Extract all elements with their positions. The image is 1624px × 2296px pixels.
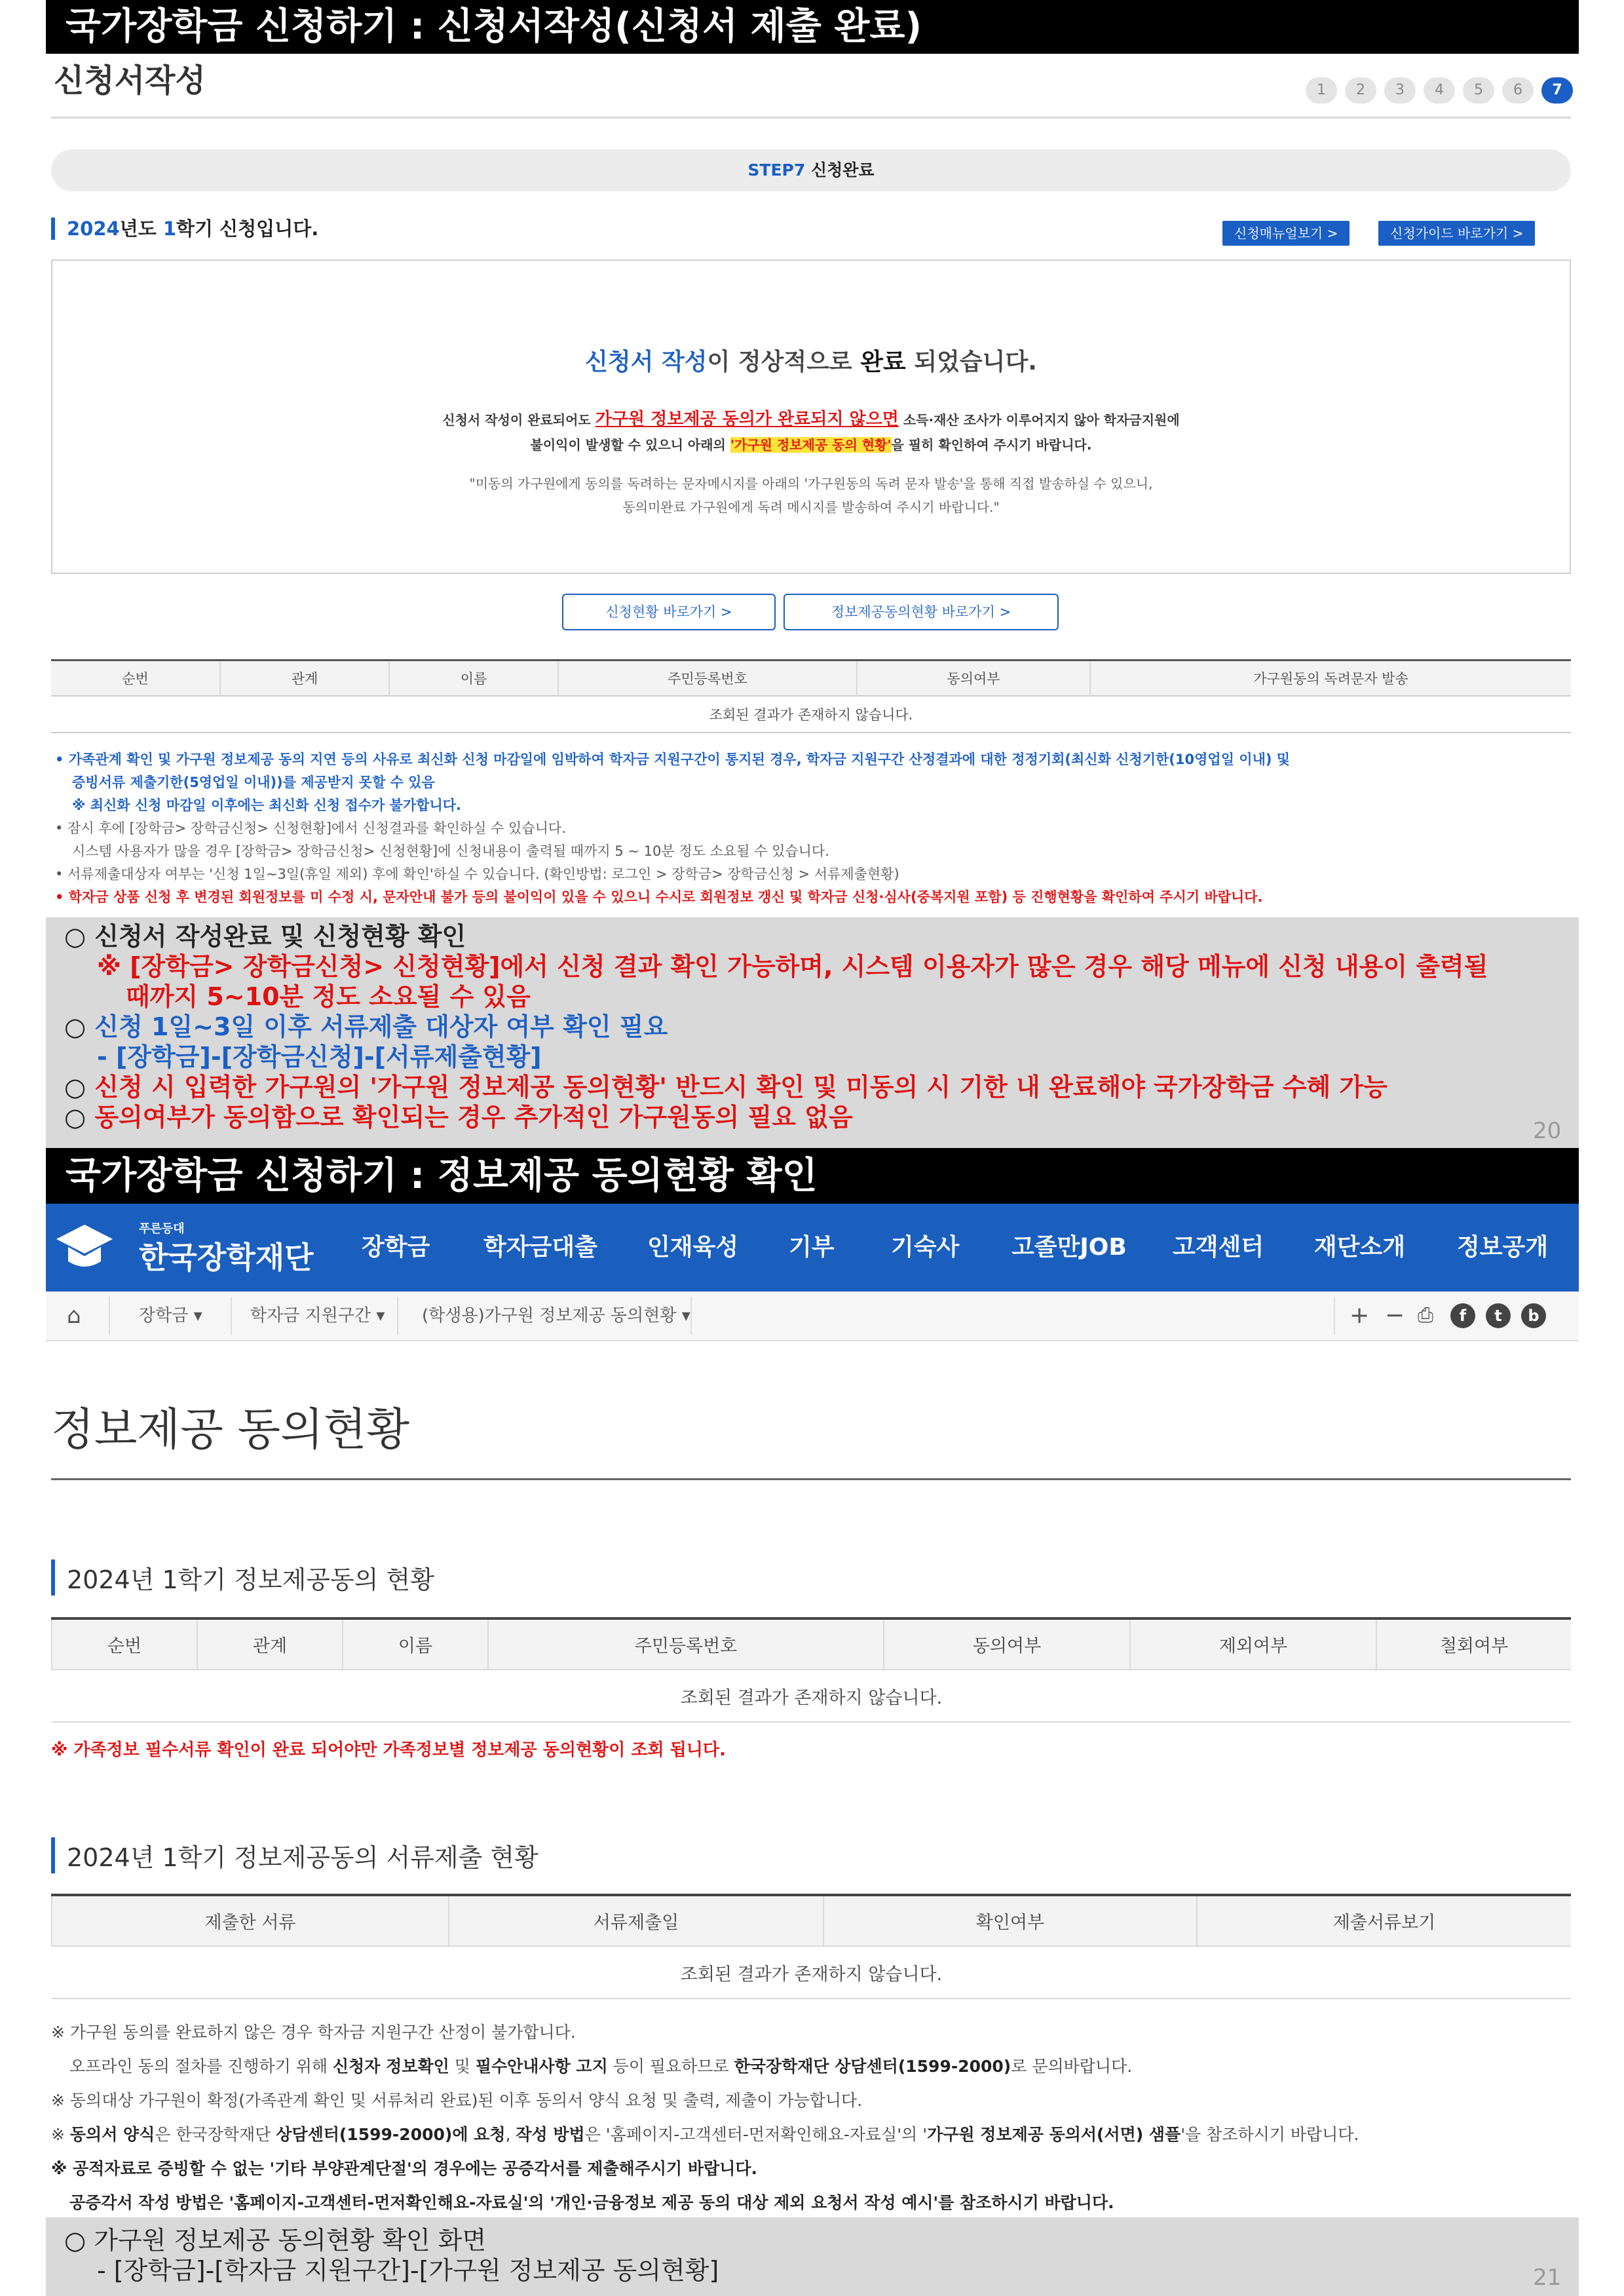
col-header: 제출서류보기 xyxy=(1197,1895,1571,1946)
logo-tagline: 푸른등대 xyxy=(139,1222,185,1236)
nav-loan[interactable]: 학자금대출 xyxy=(483,1234,597,1261)
consent-section-title: 2024년 1학기 정보제공동의 현황 xyxy=(51,1559,434,1596)
empty-row: 조회된 결과가 존재하지 않습니다. xyxy=(52,1946,1571,1999)
nav-job[interactable]: 고졸만JOB xyxy=(1011,1234,1127,1261)
nav-scholarship[interactable]: 장학금 xyxy=(362,1234,430,1261)
step-3: 3 xyxy=(1384,77,1416,104)
col-header: 철회여부 xyxy=(1376,1618,1571,1670)
col-header: 확인여부 xyxy=(823,1895,1197,1946)
col-header: 동의여부 xyxy=(884,1618,1130,1670)
nav-dormitory[interactable]: 기숙사 xyxy=(891,1234,960,1261)
completion-box xyxy=(51,259,1571,574)
crumb-consent-status[interactable]: (학생용)가구원 정보제공 동의현황 ▾ xyxy=(422,1306,690,1326)
col-header: 주민등록번호 xyxy=(558,660,857,696)
nav-about[interactable]: 재단소개 xyxy=(1314,1234,1406,1261)
print-icon[interactable]: ⎙ xyxy=(1418,1304,1433,1327)
step-7-active: 7 xyxy=(1541,77,1573,104)
crumb-support-tier[interactable]: 학자금 지원구간 ▾ xyxy=(250,1306,385,1326)
empty-row: 조회된 결과가 존재하지 않습니다. xyxy=(52,1670,1571,1722)
nav-talent[interactable]: 인재육성 xyxy=(647,1234,739,1261)
crumb-scholarship[interactable]: 장학금 ▾ xyxy=(139,1306,202,1326)
zoom-out-icon[interactable]: − xyxy=(1385,1302,1405,1329)
reminder-notice: "미동의 가구원에게 동의를 독려하는 문자메시지를 아래의 '가구원동의 독려 문자 발송'을 통해 직접 발송하실 수 있으니, 동의미완료 가구원에게 독려 메시지를 발송하여 주시기 바랍니다." xyxy=(469,476,1153,515)
col-header: 주민등록번호 xyxy=(488,1618,884,1670)
facebook-icon[interactable]: f xyxy=(1450,1303,1475,1328)
step-indicator xyxy=(1306,77,1573,104)
manual-button[interactable]: 신청매뉴얼보기 > xyxy=(1222,221,1350,246)
documents-section-title: 2024년 1학기 정보제공동의 서류제출 현황 xyxy=(51,1837,538,1873)
step-text: 신청완료 xyxy=(810,161,875,180)
consent-link-button[interactable]: 정보제공동의현황 바로가기 > xyxy=(784,594,1059,630)
logo-icon[interactable] xyxy=(55,1222,107,1271)
divider xyxy=(51,117,1571,119)
step-number: STEP7 xyxy=(747,161,806,180)
nav-disclosure[interactable]: 정보공개 xyxy=(1457,1234,1549,1261)
completion-headline: 신청서 작성이 정상적으로 완료 되었습니다. xyxy=(585,349,1037,375)
consent-table xyxy=(51,1617,1571,1723)
col-header: 순번 xyxy=(51,660,220,696)
col-header: 관계 xyxy=(220,660,389,696)
col-header: 서류제출일 xyxy=(449,1895,823,1946)
page-title: 정보제공 동의현황 xyxy=(51,1404,410,1456)
col-header: 동의여부 xyxy=(857,660,1090,696)
page-number-2: 21 xyxy=(1533,2265,1562,2291)
slide-title: 국가장학금 신청하기 : 신청서작성(신청서 제출 완료) xyxy=(46,0,1579,54)
step-6: 6 xyxy=(1502,77,1534,104)
page-number: 20 xyxy=(1533,1118,1562,1144)
summary-box-2: ○ 가구원 정보제공 동의현황 확인 화면 - [장학금]-[학자금 지원구간]-[가구원 정보제공 동의현황] xyxy=(46,2217,1579,2296)
col-header: 이름 xyxy=(389,660,558,696)
blog-icon[interactable]: b xyxy=(1521,1303,1546,1328)
title-divider xyxy=(51,1478,1571,1480)
col-header: 순번 xyxy=(52,1618,197,1670)
site-navbar xyxy=(46,1204,1579,1292)
status-link-button[interactable]: 신청현황 바로가기 > xyxy=(562,594,776,630)
col-header: 가구원동의 독려문자 발송 xyxy=(1090,660,1571,696)
breadcrumb xyxy=(46,1292,1579,1341)
logo-text[interactable]: 한국장학재단 xyxy=(139,1240,314,1275)
zoom-in-icon[interactable]: + xyxy=(1350,1302,1370,1329)
nav-customer-center[interactable]: 고객센터 xyxy=(1173,1234,1264,1261)
step-2: 2 xyxy=(1345,77,1376,104)
completion-notice: 신청서 작성이 완료되어도 가구원 정보제공 동의가 완료되지 않으면 소득·재산 조사가 이루어지지 않아 학자금지원에 불이익이 발생할 수 있으니 아래의 '가구원 정보제공 동의 현황'을 필히 확인하여 주시기 바랍니다. xyxy=(442,410,1180,453)
empty-row: 조회된 결과가 존재하지 않습니다. xyxy=(51,696,1571,733)
family-info-warning: ※ 가족정보 필수서류 확인이 완료 되어야만 가족정보별 정보제공 동의현황이 조회 됩니다. xyxy=(51,1740,726,1760)
col-header: 제출한 서류 xyxy=(52,1895,449,1946)
col-header: 제외여부 xyxy=(1130,1618,1376,1670)
slide-title-2: 국가장학금 신청하기 : 정보제공 동의현황 확인 xyxy=(46,1148,1579,1204)
footnotes: ※ 가구원 동의를 완료하지 않은 경우 학자금 지원구간 산정이 불가합니다. 오프라인 동의 절차를 진행하기 위해 신청자 정보확인 및 필수안내사항 고지 등이 필요하므로 한국장학재단 상담센터(1599-2000)로 문의바랍니다. ※ 동의대상 가구원이 확정(가족관계 확인 및 서류처리 완료)된 이후 동의서 양식 요청 및 출력, 제출이 가능합니다. ※ 동의서 양식은 한국장학재단 상담센터(1599-2000)에 요청, 작성 방법은 '홈페이지-고객센터-먼저확인해요-자료실'의 '가구원 정보제공 동의서(서면) 샘플'을 참조하시기 바랍니다. ※ 공적자료로 증빙할 수 없는 '기타 부양관계단절'의 경우에는 공증각서를 제출해주시기 바랍니다. 공증각서 작성 방법은 '홈페이지-고객센터-먼저확인해요-자료실'의 '개인·금융정보 제공 동의 대상 제외 요청서 작성 예시'를 참조하시기 바랍니다. xyxy=(51,2023,1359,2212)
semester-title: 2024년도 1학기 신청입니다. xyxy=(51,218,318,240)
documents-table xyxy=(51,1894,1571,1999)
step-4: 4 xyxy=(1424,77,1455,104)
guide-button[interactable]: 신청가이드 바로가기 > xyxy=(1378,221,1535,246)
notice-list: • 가족관계 확인 및 가구원 정보제공 동의 지연 등의 사유로 최신화 신청 마감일에 임박하여 학자금 지원구간이 통지된 경우, 학자금 지원구간 산정결과에 대한 정정기회(최신화 신청기한(10영업일 이내) 및 증빙서류 제출기한(5영업일 이내))를 제공받지 못할 수 있음 ※ 최신화 신청 마감일 이후에는 최신화 신청 접수가 불가합니다. • 잠시 후에 [장학금> 장학금신청> 신청현황]에서 신청결과를 확인하실 수 있습니다. 시스템 사용자가 많을 경우 [장학금> 장학금신청> 신청현황]에 신청내용이 출력될 때까지 5 ~ 10분 정도 소요될 수 있습니다. • 서류제출대상자 여부는 '신청 1일~3일(휴일 제외) 후에 확인'하실 수 있습니다. (확인방법: 로그인 > 장학금> 장학금신청 > 서류제출현황) • 학자금 상품 신청 후 변경된 회원정보를 미 수정 시, 문자안내 불가 등의 불이익이 있을 수 있으니 수시로 회원정보 갱신 및 학자금 신청·심사(중복지원 포함) 등 진행현황을 확인하여 주시기 바랍니다. xyxy=(55,752,1291,905)
home-icon[interactable]: ⌂ xyxy=(67,1303,81,1329)
step-1: 1 xyxy=(1306,77,1337,104)
col-header: 관계 xyxy=(197,1618,343,1670)
step-5: 5 xyxy=(1463,77,1494,104)
page-heading: 신청서작성 xyxy=(54,62,206,99)
household-table xyxy=(51,659,1571,733)
col-header: 이름 xyxy=(343,1618,488,1670)
twitter-icon[interactable]: t xyxy=(1486,1303,1511,1328)
step-bar xyxy=(51,149,1571,191)
summary-box-1: ○ 신청서 작성완료 및 신청현황 확인 ※ [장학금> 장학금신청> 신청현황]에서 신청 결과 확인 가능하며, 시스템 이용자가 많은 경우 해당 메뉴에 신청 내용이 출력될 때까지 5~10분 정도 소요될 수 있음 ○ 신청 1일~3일 이후 서류제출 대상자 여부 확인 필요 - [장학금]-[장학금신청]-[서류제출현황] ○ 신청 시 입력한 가구원의 '가구원 정보제공 동의현황' 반드시 확인 및 미동의 시 기한 내 완료해야 국가장학금 수혜 가능 ○ 동의여부가 동의함으로 확인되는 경우 추가적인 가구원동의 필요 없음 xyxy=(46,917,1579,1148)
nav-donation[interactable]: 기부 xyxy=(789,1234,835,1261)
